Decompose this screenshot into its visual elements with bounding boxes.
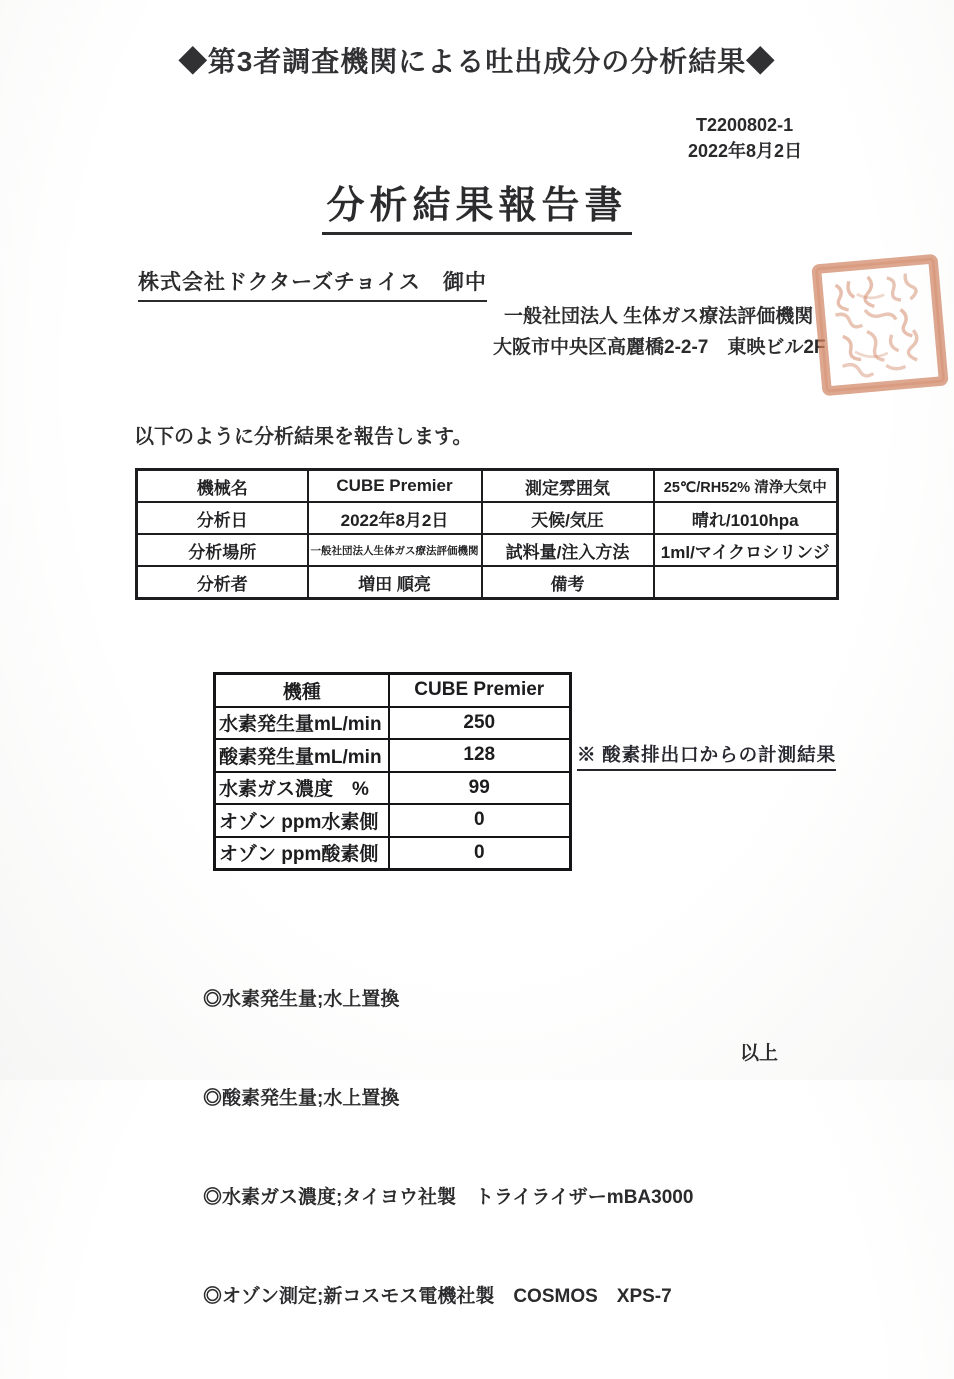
result-value: 0 — [389, 804, 571, 837]
result-label: 酸素発生量mL/min — [215, 739, 389, 772]
info-value: 1ml/マイクロシリンジ — [654, 534, 838, 566]
info-label: 分析日 — [137, 502, 308, 534]
footnote-line: ◎オゾン測定;新コスモス電機社製 COSMOS XPS-7 — [203, 1286, 672, 1307]
info-value: 2022年8月2日 — [308, 502, 482, 534]
info-value: CUBE Premier — [308, 470, 482, 503]
report-meta — [688, 112, 802, 164]
analysis-info-table — [135, 468, 839, 600]
info-value: 一般社団法人生体ガス療法評価機関 — [308, 534, 482, 566]
info-label: 測定雰囲気 — [482, 470, 654, 503]
info-label: 備考 — [482, 566, 654, 599]
info-label: 機械名 — [137, 470, 308, 503]
table-row — [137, 566, 838, 599]
info-label: 試料量/注入方法 — [482, 534, 654, 566]
oxygen-measurement-note: ※ 酸素排出口からの計測結果 — [577, 741, 836, 771]
info-value: 25℃/RH52% 清浄大気中 — [654, 470, 838, 503]
table-row — [215, 772, 571, 805]
addressee: 株式会社ドクターズチョイス 御中 — [138, 266, 487, 302]
footnote-line: ◎酸素発生量;水上置換 — [203, 1088, 400, 1109]
result-label: 水素発生量mL/min — [215, 707, 389, 740]
table-header-row — [215, 674, 571, 707]
result-value: 99 — [389, 772, 571, 805]
intro-text: 以下のように分析結果を報告します。 — [134, 426, 473, 448]
table-row — [215, 804, 571, 837]
report-date: 2022年8月2日 — [688, 141, 803, 161]
result-value: 250 — [389, 707, 571, 740]
table-row — [137, 534, 838, 566]
footnote-line: ◎水素発生量;水上置換 — [203, 989, 400, 1010]
closing-text: 以上 — [740, 1043, 779, 1064]
document-title: 分析結果報告書 — [322, 174, 631, 235]
info-label: 天候/気圧 — [482, 502, 654, 534]
organization-name: 一般社団法人 生体ガス療法評価機関 — [504, 306, 814, 327]
result-value: 0 — [389, 837, 571, 870]
table-row — [215, 707, 571, 740]
method-footnotes — [203, 917, 693, 1379]
red-seal-stamp-icon — [806, 248, 954, 401]
info-value: 晴れ/1010hpa — [654, 502, 838, 534]
result-header-value: CUBE Premier — [389, 674, 571, 707]
page-title: ◆第3者調査機関による吐出成分の分析結果◆ — [178, 46, 776, 77]
result-header-model: 機種 — [215, 674, 389, 707]
info-value: 増田 順亮 — [308, 566, 482, 599]
result-label: 水素ガス濃度 % — [215, 772, 389, 805]
info-label: 分析場所 — [137, 534, 308, 566]
table-row — [137, 502, 838, 534]
report-number: T2200802-1 — [696, 115, 794, 135]
info-label: 分析者 — [137, 566, 308, 599]
table-row — [137, 470, 838, 503]
result-value: 128 — [389, 739, 571, 772]
result-label: オゾン ppm酸素側 — [215, 837, 389, 870]
result-label: オゾン ppm水素側 — [215, 804, 389, 837]
table-row — [215, 739, 571, 772]
table-row — [215, 837, 571, 870]
organization-address: 大阪市中央区高麗橋2-2-7 東映ビル2F — [493, 337, 826, 358]
document-title-wrap — [0, 174, 954, 235]
measurement-result-table — [213, 672, 572, 871]
footnote-line: ◎水素ガス濃度;タイヨウ社製 トライライザーmBA3000 — [203, 1187, 694, 1208]
info-value — [654, 566, 838, 599]
